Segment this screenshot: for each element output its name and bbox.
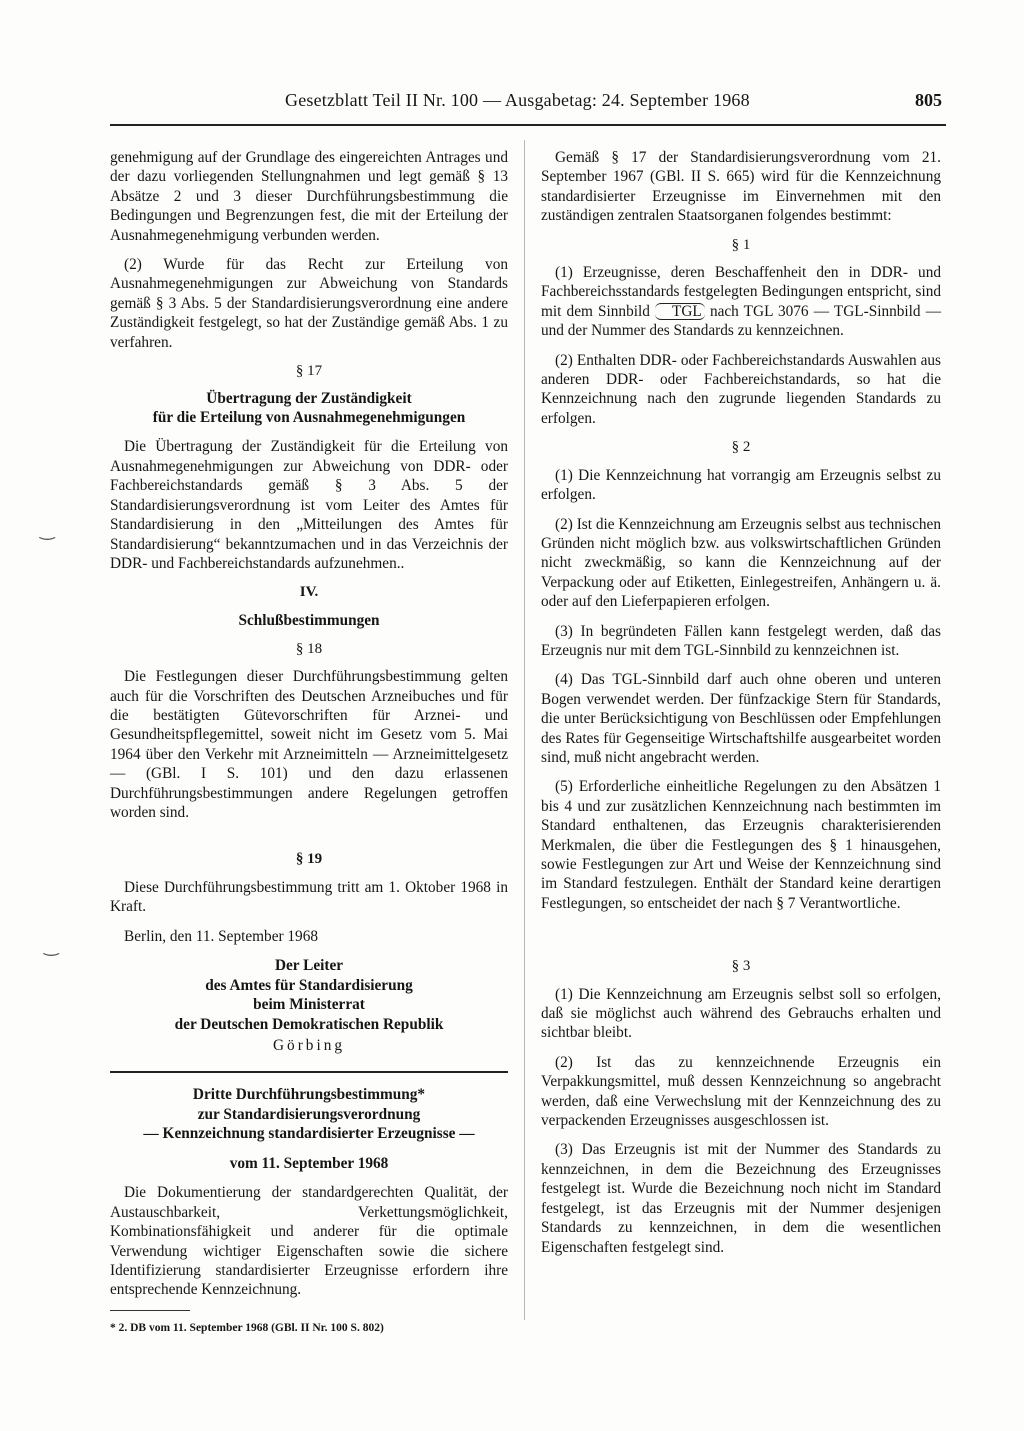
section-2-paragraph-1: (1) Die Kennzeichnung hat vorrangig am Erzeugnis selbst zu erfolgen. <box>541 466 941 504</box>
section-2-paragraph-3: (3) In begründeten Fällen kann festgelegt werden, daß das Erzeugnis nur mit dem TGL-Sinnbild zu kennzeichnen ist. <box>541 622 941 659</box>
signature-line-2: des Amtes für Standardisierung <box>205 976 413 994</box>
section-2-paragraph-4: (4) Das TGL-Sinnbild darf auch ohne oberen und unteren Bogen verwendet werden. Der fünfzackige Stern für Standards, die unter Berücksichtigung von Beschlüssen oder Empfehlungen des Rates für Gegenseitige Wirtschaftshilfe ausgearbeitet worden sind, muß nicht angebracht werden. <box>541 671 941 766</box>
footnote: * 2. DB vom 11. September 1968 (GBl. II Nr. 100 S. 802) <box>110 1321 384 1334</box>
page-header <box>110 88 950 118</box>
section-17-heading <box>110 389 508 427</box>
signatory-name: Görbing <box>273 1037 345 1054</box>
section-1-paragraph-2: (2) Enthalten DDR- oder Fachbereichstandards Auswahlen aus anderen DDR- oder Fachbereichstandards, so hat die Kennzeichnung nach den zugrunde liegenden Standards zu erfolgen. <box>541 351 941 427</box>
decree-title-line-3: — Kennzeichnung standardisierter Erzeugnisse — <box>143 1125 475 1143</box>
section-17-text: Die Übertragung der Zuständigkeit für die Erteilung von Ausnahmegenehmigungen zur Abweichung von DDR- oder Fachbereichstandards gemäß § 3 Abs. 5 der Standardisierungsverordnung ist vom Leiter des Amtes für Standardisierung in den „Mitteilungen des Amtes für Standardisierung“ bekanntzumachen und in das Verzeichnis der DDR- und Fachbereichstandards aufzunehmen.. <box>110 438 508 572</box>
section-2-paragraph-2: (2) Ist die Kennzeichnung am Erzeugnis selbst aus technischen Gründen nicht möglich bzw. aus volkswirtschaftlichen Gründen nicht zweckmäßig, so kann die Kennzeichnung auf der Verpackung oder auf Etiketten, Einlegestreifen, Anhängern u. ä. oder auf den Lieferpapieren erfolgen. <box>541 515 941 611</box>
section-19-number: § 19 <box>295 851 323 868</box>
section-1-paragraph-1 <box>541 263 941 341</box>
continued-paragraph: genehmigung auf der Grundlage des eingereichten Antrages und der dazu vorliegenden Stellungnahmen und legt gemäß § 13 Absätze 2 und 3 dieser Durchführungsbestimmung die Bedingungen und Begrenzungen fest, die mit der Erteilung der Ausnahmegenehmigung verbunden werden. <box>110 149 508 244</box>
right-column <box>541 148 941 1267</box>
section-3-paragraph-2: (2) Ist das zu kennzeichnende Erzeugnis ein Verpakkungsmittel, muß dessen Kennzeichnung so angebracht werden, daß eine Verwechslung mit der Kennzeichnung des zu verpackenden Erzeugnisses ausgeschlossen ist. <box>541 1053 941 1130</box>
column-divider <box>524 140 525 1320</box>
section-17-heading-line-1: Übertragung der Zuständigkeit <box>206 390 412 408</box>
section-17-number: § 17 <box>295 363 323 380</box>
section-3-paragraph-3: (3) Das Erzeugnis ist mit der Nummer des Standards zu kennzeichnen, in dem die Bezeichnung des Erzeugnisses festgelegt ist. Wurde die Bezeichnung noch nicht im Standard festgelegt, ist das Erzeugnis mit der Nummer desjenigen Standards zu kennzeichnen, in dem die wesentlichen Eigenschaften festgelegt sind. <box>541 1141 941 1256</box>
section-1-paragraph-1-part-a: (1) Erzeugnisse, deren Beschaffenheit den in DDR- und Fachbereichsstandards festgelegten Bedingungen entspricht, sind mit dem Sinnbild <box>541 264 941 320</box>
header-rule <box>110 124 946 126</box>
section-18-text: Die Festlegungen dieser Durchführungsbestimmung gelten auch für die Vorschriften des Deutschen Arzneibuches und für die bestätigten Gütevorschriften für Arznei- und Gesundheitspflegemittel, soweit nicht im Gesetz vom 5. Mai 1964 über den Verkehr mit Arzneimitteln — Arzneimittelgesetz — (GBl. I S. 101) und den dazu erlassenen Durchführungsbestimmungen andere Regelungen getroffen worden sind. <box>110 668 508 821</box>
section-1-number: § 1 <box>731 236 751 253</box>
preamble: Gemäß § 17 der Standardisierungsverordnung vom 21. September 1967 (GBl. II S. 665) wird für die Kennzeichnung standardisierter Erzeugnisse im Einvernehmen mit den zuständigen zentralen Staatsorganen folgendes bestimmt: <box>541 149 941 225</box>
decree-date: vom 11. September 1968 <box>229 1154 389 1172</box>
page-number: 805 <box>915 90 942 110</box>
signature-line-1: Der Leiter <box>274 957 344 974</box>
signature-line-4: der Deutschen Demokratischen Republik <box>174 1015 444 1033</box>
signature-block <box>110 956 508 1034</box>
section-18-number: § 18 <box>295 640 323 657</box>
section-1-paragraph-1-part-b: nach TGL 3076 — TGL-Sinnbild — und der Nummer des Standards zu kennzeichnen. <box>541 302 942 340</box>
decree-title-line-2: zur Standardisierungsverordnung <box>197 1105 421 1123</box>
header-title: Gesetzblatt Teil II Nr. 100 — Ausgabetag: 24. September 1968 <box>285 90 750 110</box>
footnote-rule <box>110 1310 190 1311</box>
place-date: Berlin, den 11. September 1968 <box>124 927 319 945</box>
chapter-title: Schlußbestimmungen <box>238 611 380 629</box>
section-17-heading-line-2: für die Erteilung von Ausnahmegenehmigungen <box>152 409 466 427</box>
tgl-symbol-icon: TGL <box>655 303 705 320</box>
section-3-paragraph-1: (1) Die Kennzeichnung am Erzeugnis selbst soll so erfolgen, daß sie möglichst auch während des Gebrauchs erhalten und sichtbar bleibt. <box>541 985 941 1042</box>
paragraph-2: (2) Wurde für das Recht zur Erteilung von Ausnahmegenehmigungen zur Abweichung von Standards gemäß § 3 Abs. 5 der Standardisierungsverordnung eine andere Zuständigkeit festgelegt, so hat der Zuständige gemäß Abs. 1 zu verfahren. <box>110 256 508 351</box>
section-2-number: § 2 <box>731 439 751 456</box>
decree-title-line-1: Dritte Durchführungsbestimmung* <box>192 1086 426 1104</box>
left-column <box>110 148 508 1348</box>
margin-tick-icon: ‿ <box>44 936 59 957</box>
decree-title <box>110 1085 508 1144</box>
section-3-number: § 3 <box>731 958 751 975</box>
block-rule <box>110 1071 508 1073</box>
decree-intro: Die Dokumentierung der standardgerechten Qualität, der Austauschbarkeit, Verkettungsmöglichkeit, Kombinationsfähigkeit und anderer für die optimale Verwendung wichtiger Eigenschaften sowie die sichere Identifizierung standardisierter Erzeugnisse erfordern ihre entsprechende Kennzeichnung. <box>110 1184 508 1299</box>
margin-tick-icon: ‿ <box>40 520 55 541</box>
section-2-paragraph-5: (5) Erforderliche einheitliche Regelungen zu den Absätzen 1 bis 4 und zur zusätzlichen Kennzeichnung nach bestimmten im Standard enthaltenen, das Erzeugnis charakterisierenden Merkmalen, die über die Festlegungen des § 1 hinausgehen, sowie Festlegungen zur Art und Weise der Kennzeichnung sind im Standard festzulegen. Enthält der Standard keine derartigen Festlegungen, so entscheidet der nach § 7 Verantwortliche. <box>541 778 941 912</box>
chapter-number: IV. <box>299 584 319 601</box>
section-19-text: Diese Durchführungsbestimmung tritt am 1. Oktober 1968 in Kraft. <box>110 878 508 916</box>
signature-line-3: beim Ministerrat <box>253 996 365 1013</box>
